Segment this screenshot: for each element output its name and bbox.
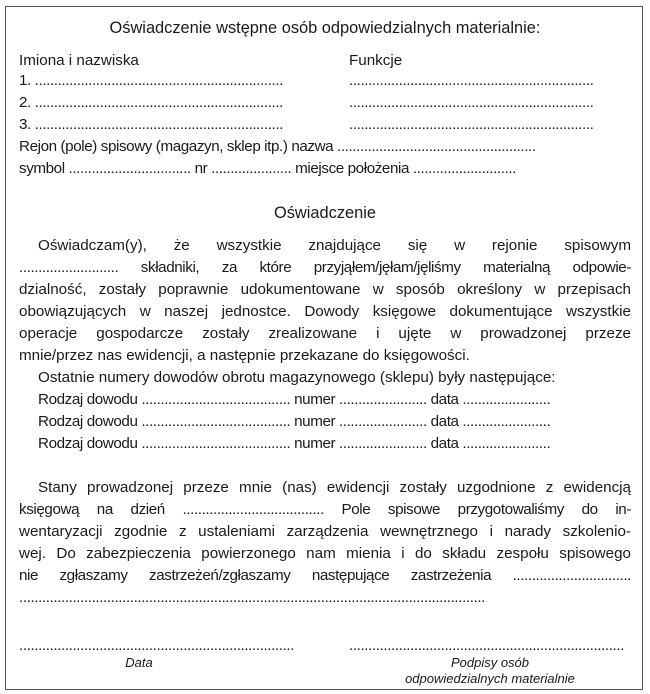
functions-label: Funkcje — [349, 52, 403, 69]
signatures-label-1: Podpisy osób — [450, 655, 530, 670]
form-title: Oświadczenie wstępne osób odpowiedzialnych materialnie: — [109, 19, 541, 37]
person-row — [19, 115, 631, 134]
person-function-field: ................................................................ — [349, 72, 594, 89]
date-dots: ........................................................................ — [19, 637, 295, 654]
paragraph1-line: .......................... składniki, za które przyjąłem/jęłam/jęliśmy materialną odpowie- — [19, 259, 631, 276]
person-name-field: 3. ................................................................. — [19, 116, 283, 133]
paragraph2-line: Stany prowadzonej przeze mnie (nas) ewidencji zostały uzgodnione z ewidencją — [38, 479, 631, 496]
paragraph1-line: operacje gospodarcze zostały zrealizowane i ujęte w prowadzonej przeze — [19, 325, 631, 342]
header-labels — [19, 51, 631, 70]
paragraph1-line: dzialność, zostały poprawnie udokumentowane w sposób określony w przepisach — [19, 281, 631, 298]
doc-row: Rodzaj dowodu ....................................... numer ....................... data ....................... — [38, 391, 551, 408]
signatures-label-2: odpowiedzialnych materialnie — [405, 671, 575, 686]
paragraph1-line: mnie/przez nas ewidencji, a następnie przekazane do księgowości. — [19, 347, 470, 364]
doc-row: Rodzaj dowodu ....................................... numer ....................... data ....................... — [38, 413, 551, 430]
doc-row: Rodzaj dowodu ....................................... numer ....................... data ....................... — [38, 435, 551, 452]
paragraph1-line: Oświadczam(y), że wszystkie znajdujące się w rejonie spisowym — [38, 237, 631, 254]
person-name-field: 2. ................................................................. — [19, 94, 283, 111]
paragraph2-line: wej. Do zabezpieczenia powierzonego nam mienia i do składu zespołu spisowego — [19, 545, 631, 562]
rejon-line: Rejon (pole) spisowy (magazyn, sklep itp.) nazwa .................................................... — [19, 138, 536, 155]
last-numbers-line: Ostatnie numery dowodów obrotu magazynowego (sklepu) były następujące: — [38, 369, 556, 386]
symbol-line: symbol ................................ nr ..................... miejsce położenia ........................... — [19, 160, 516, 177]
section-title: Oświadczenie — [273, 204, 377, 222]
paragraph1-line: obowiązujących w naszej jednostce. Dowody księgowe dokumentujące wszystkie — [19, 303, 631, 320]
person-row — [19, 71, 631, 90]
names-label: Imiona i nazwiska — [19, 52, 139, 69]
date-label: Data — [125, 655, 153, 670]
paragraph2-line: księgową na dzień ..................................... Pole spisowe przygotowaliśmy do in- — [19, 501, 631, 518]
person-row — [19, 93, 631, 112]
person-function-field: ................................................................ — [349, 116, 594, 133]
person-function-field: ................................................................ — [349, 94, 594, 111]
declaration-form — [5, 6, 643, 690]
person-name-field: 1. ................................................................. — [19, 72, 283, 89]
paragraph2-line: wentaryzacji zgodnie z ustaleniami zarządzenia wewnętrznego i narady szkolenio- — [19, 523, 631, 540]
dotted-line: .......................................................................................................................... — [19, 589, 485, 606]
signature-dots: ........................................................................ — [349, 637, 625, 654]
paragraph2-line: nie zgłaszamy zastrzeżeń/zgłaszamy następujące zastrzeżenia ............................... — [19, 567, 631, 584]
